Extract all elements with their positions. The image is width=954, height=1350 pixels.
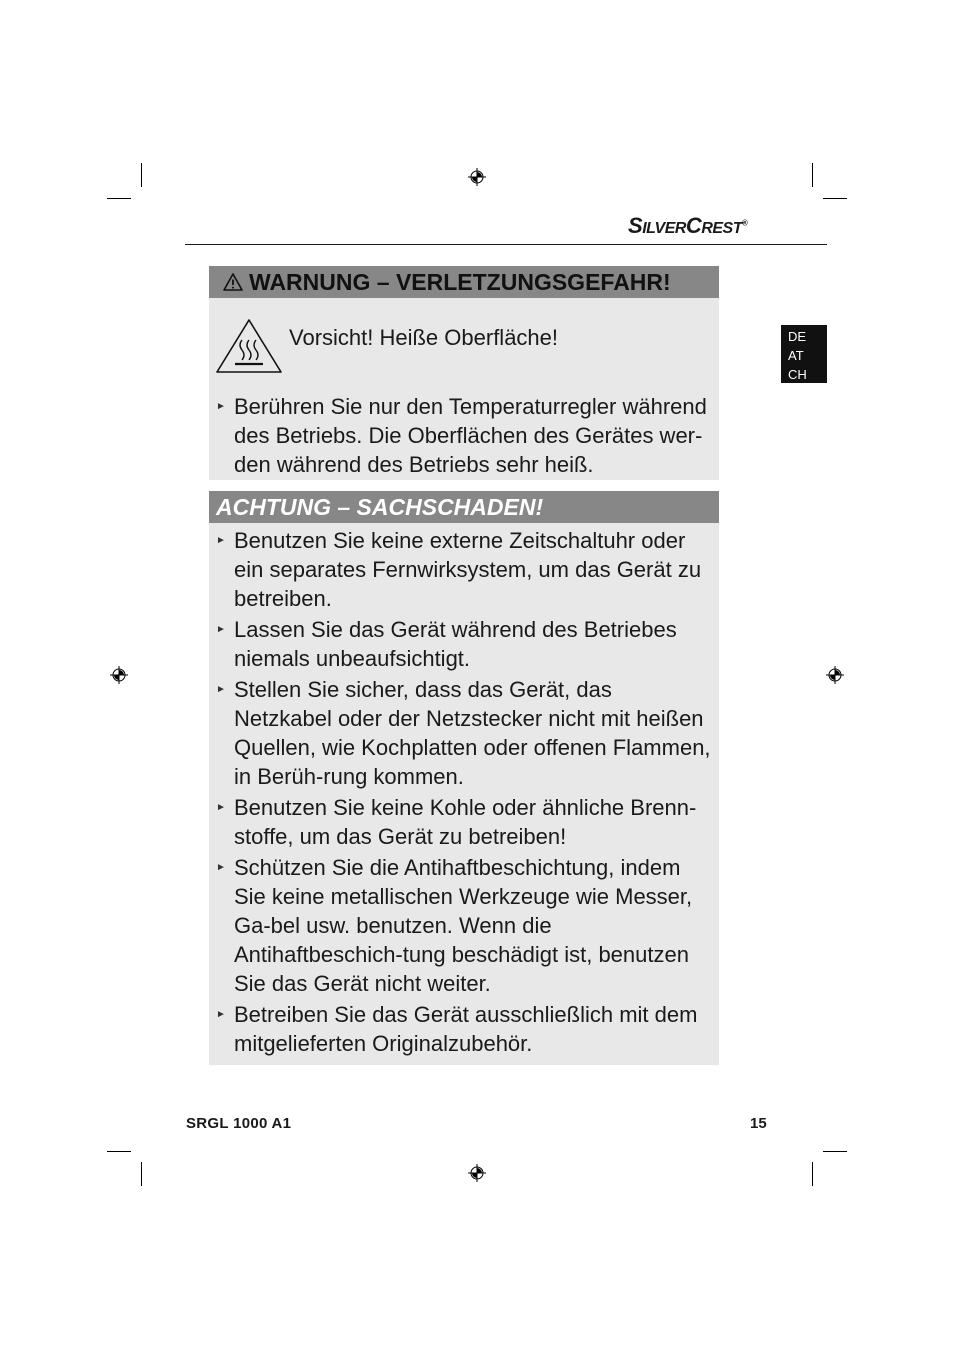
hot-surface-text: Vorsicht! Heiße Oberfläche! (289, 325, 559, 350)
list-item (215, 793, 715, 851)
crop-mark (107, 1151, 131, 1152)
language-code: AT (788, 348, 804, 363)
bullet-arrow-icon: ► (216, 802, 226, 813)
list-item-text: Betreiben Sie das Gerät ausschließlich mit dem mitgelieferten Originalzubehör. (234, 1002, 698, 1056)
caution-title: ACHTUNG – SACHSCHADEN! (216, 493, 544, 520)
list-item-text: Benutzen Sie keine Kohle oder ähnliche Brenn-stoffe, um das Gerät zu betreiben! (234, 795, 697, 849)
brand-letters: ILVER (642, 220, 686, 237)
warning-triangle-icon (223, 273, 243, 291)
warning-box (209, 266, 719, 480)
registration-mark-icon (826, 666, 844, 684)
language-code: CH (788, 367, 807, 382)
caution-heading (209, 491, 719, 523)
list-item (215, 615, 715, 673)
hot-surface-icon (215, 318, 283, 374)
brand-letters: REST (701, 220, 742, 237)
bullet-arrow-icon: ► (216, 624, 226, 635)
registered-mark: ® (741, 218, 748, 228)
header-rule (185, 244, 827, 245)
brand-letter: S (628, 213, 643, 238)
brand-letter: C (685, 213, 702, 238)
list-item (215, 853, 715, 998)
bullet-arrow-icon: ► (216, 401, 226, 412)
language-tab (781, 325, 827, 383)
bullet-arrow-icon: ► (216, 684, 226, 695)
registration-mark-icon (468, 168, 486, 186)
crop-mark (141, 163, 142, 187)
registration-mark-icon (110, 666, 128, 684)
caution-box (209, 491, 719, 1065)
bullet-arrow-icon: ► (216, 862, 226, 873)
list-item (215, 526, 715, 613)
list-item-text: Schützen Sie die Antihaftbeschichtung, indem Sie keine metallischen Werkzeuge wie Messer, Ga-bel usw. benutzen. Wenn die Antihaftbeschich-tung beschädigt ist, benutzen Sie das Gerät nicht weiter. (234, 855, 693, 996)
list-item (215, 1000, 715, 1058)
warning-title: WARNUNG – VERLETZUNGSGEFAHR! (249, 268, 671, 295)
list-item-text: Lassen Sie das Gerät während des Betriebes niemals unbeaufsichtigt. (234, 617, 677, 671)
crop-mark (823, 1151, 847, 1152)
crop-mark (823, 198, 847, 199)
language-code: DE (788, 329, 807, 344)
caution-list (215, 526, 715, 1060)
footer-model: SRGL 1000 A1 (186, 1115, 292, 1132)
list-item-text: Benutzen Sie keine externe Zeitschaltuhr oder ein separates Fernwirksystem, um das Gerät zu betreiben. (234, 528, 702, 611)
page-number: 15 (750, 1115, 767, 1132)
warning-list (215, 392, 715, 481)
crop-mark (812, 163, 813, 187)
bullet-arrow-icon: ► (216, 1009, 226, 1020)
registration-mark-icon (468, 1164, 486, 1182)
list-item (215, 675, 715, 791)
list-item-text: Berühren Sie nur den Temperaturregler während des Betriebs. Die Oberflächen des Gerätes wer-den während des Betriebs sehr heiß. (234, 394, 707, 477)
crop-mark (107, 198, 131, 199)
brand-logo (628, 213, 747, 239)
warning-heading (209, 266, 719, 298)
bullet-arrow-icon: ► (216, 535, 226, 546)
list-item-text: Stellen Sie sicher, dass das Gerät, das Netzkabel oder der Netzstecker nicht mit heißen Quellen, wie Kochplatten oder offenen Flammen, in Berüh-rung kommen. (234, 677, 711, 789)
list-item (215, 392, 715, 479)
hot-surface-notice (215, 318, 558, 374)
crop-mark (141, 1162, 142, 1186)
crop-mark (812, 1162, 813, 1186)
